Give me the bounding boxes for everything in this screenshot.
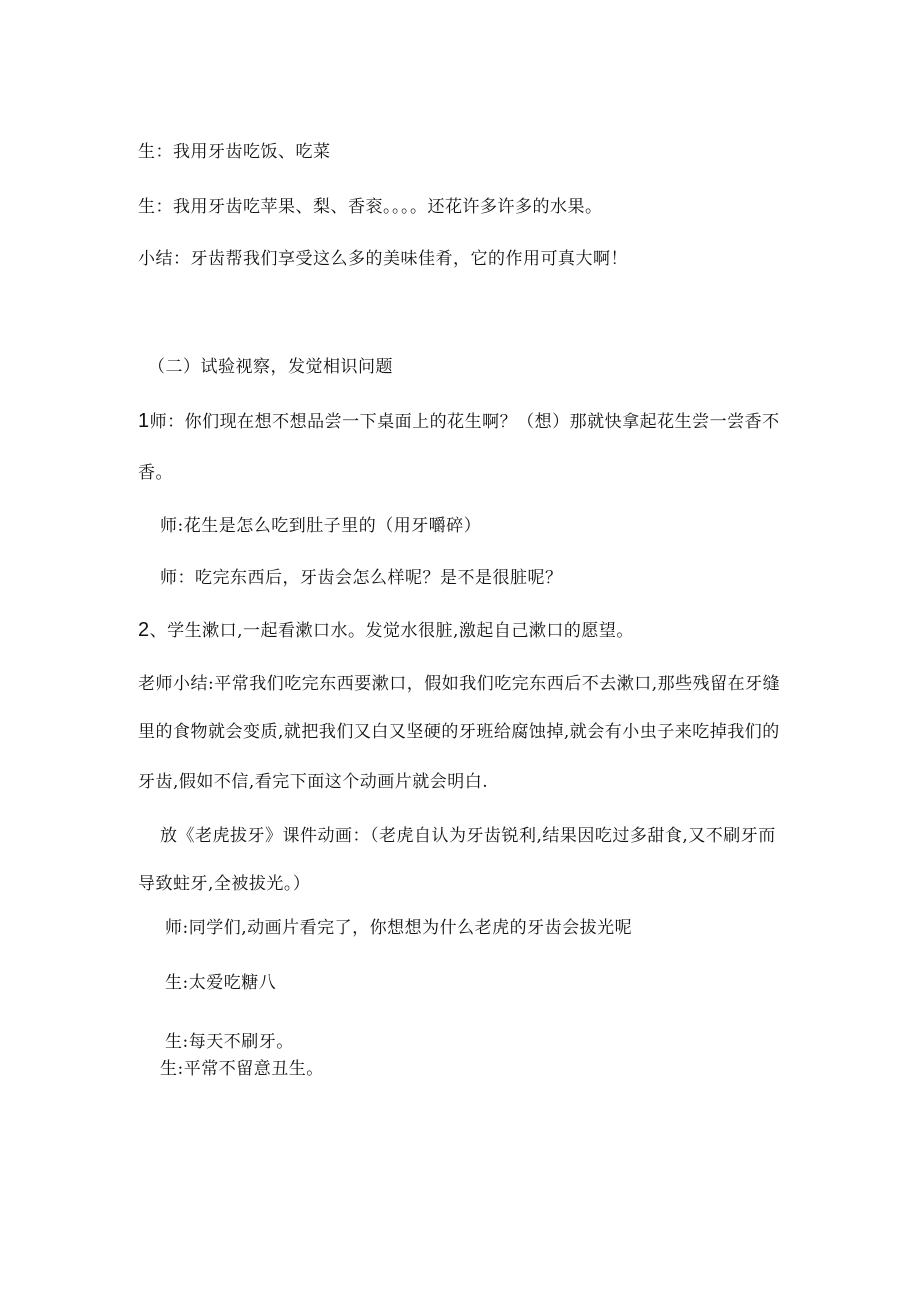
paragraph-text: 、学生漱口,一起看漱口水。发觉水很脏,激起自己漱口的愿望。: [149, 621, 634, 641]
paragraph-line: 生:每天不刷牙。: [165, 1032, 294, 1052]
numbered-paragraph: [138, 410, 780, 433]
paragraph-line: 师：吃完东西后，牙齿会怎么样呢？是不是很脏呢？: [160, 568, 563, 588]
paragraph-line: 生：我用牙齿吃饭、吃菜: [138, 142, 331, 162]
paragraph-line: 生：我用牙齿吃苹果、梨、香衮。。。。还花许多许多的水果。: [138, 197, 603, 217]
paragraph-line: 生:平常不留意丑生。: [160, 1059, 324, 1079]
numbered-paragraph: [138, 619, 634, 642]
paragraph-line: 里的食物就会变质,就把我们又白又坚硬的牙班给腐蚀掉,就会有小虫子来吃掉我们的: [138, 722, 780, 742]
paragraph-line: 放《老虎拔牙》课件动画：（老虎自认为牙齿锐利,结果因吃过多甜食,又不刷牙而: [160, 826, 776, 846]
item-number: 1: [138, 410, 150, 432]
paragraph-line: 香。: [138, 463, 173, 483]
paragraph-line: 小结：牙齿帮我们享受这么多的美味佳肴，它的作用可真大啊！: [138, 249, 628, 269]
item-number: 2: [138, 619, 150, 641]
paragraph-line: 导致蛀牙,全被拔光。）: [138, 874, 311, 894]
paragraph-line: 师:花生是怎么吃到肚子里的（用牙嚼碎）: [160, 516, 482, 536]
paragraph-line: 老师小结:平常我们吃完东西要漱口，假如我们吃完东西后不去漱口,那些残留在牙缝: [138, 674, 781, 694]
paragraph-line: 师:同学们,动画片看完了，你想想为什么老虎的牙齿会拔光呢: [165, 918, 633, 938]
paragraph-text: 师：你们现在想不想品尝一下桌面上的花生啊？（想）那就快拿起花生尝一尝香不: [149, 412, 780, 432]
paragraph-line: 牙齿,假如不信,看完下面这个动画片就会明白.: [138, 772, 489, 792]
paragraph-line: 生:太爱吃糖八: [165, 973, 277, 993]
section-heading: （二）试验视察，发觉相识问题: [148, 357, 393, 377]
